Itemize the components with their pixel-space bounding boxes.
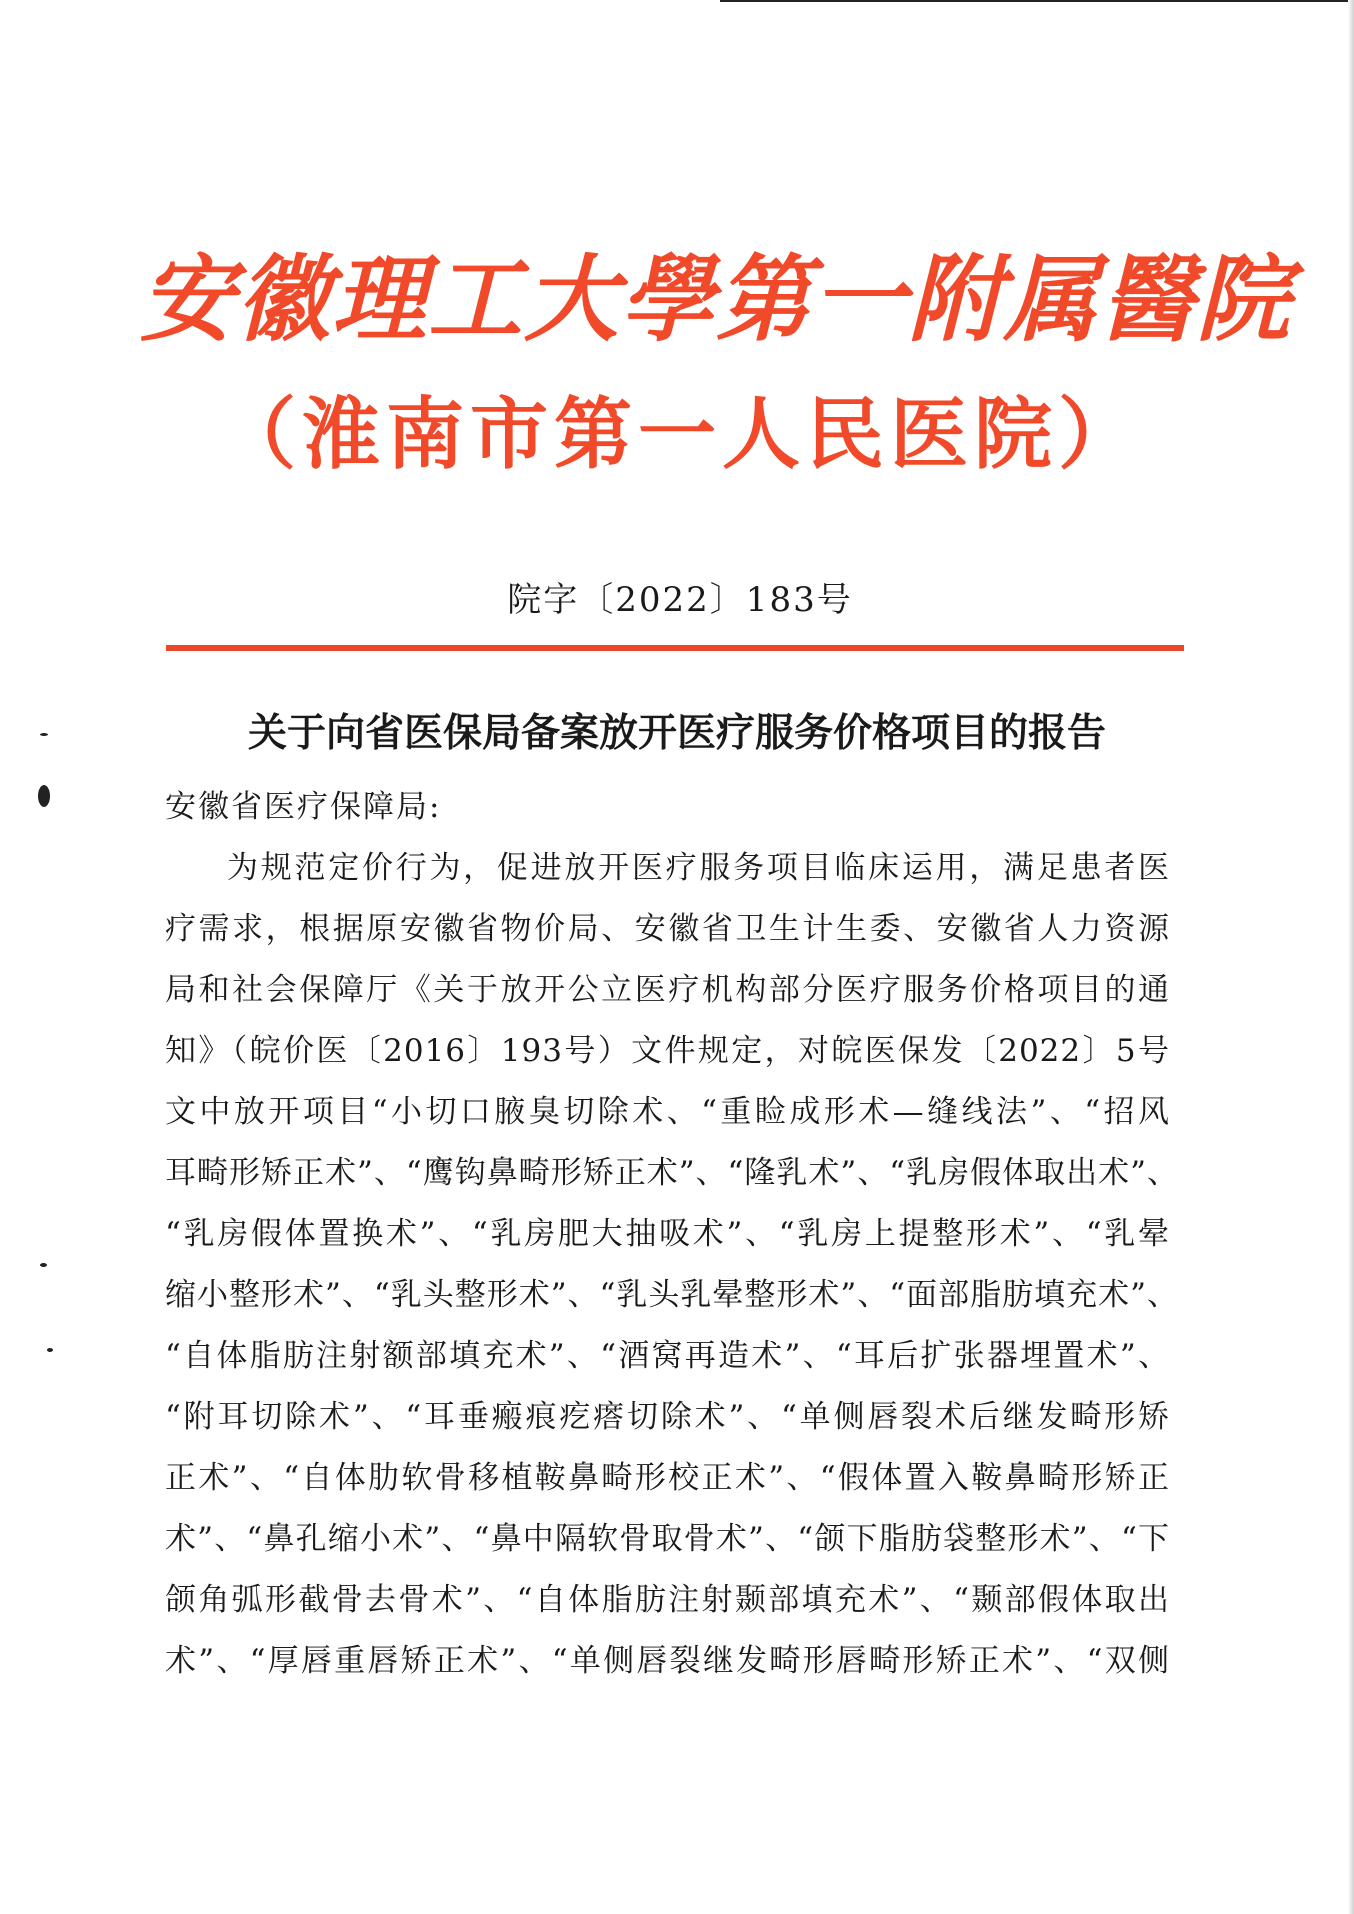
- hospital-name: 安徽理工大學第一附属醫院: [140, 245, 1293, 355]
- body-line: 术”、“鼻孔缩小术”、“鼻中隔软骨取骨术”、“颌下脂肪袋整形术”、“下: [165, 1521, 1170, 1557]
- body-line: 知》（皖价医〔2016〕193号）文件规定，对皖医保发〔2022〕5号: [165, 1033, 1170, 1069]
- scan-edge-shadow: [1348, 0, 1354, 1914]
- scan-speck: [40, 733, 48, 736]
- body-line: 缩小整形术”、“乳头整形术”、“乳头乳晕整形术”、“面部脂肪填充术”、: [165, 1277, 1179, 1313]
- document-title: 关于向省医保局备案放开医疗服务价格项目的报告: [247, 710, 1106, 756]
- body-line: 正术”、“自体肋软骨移植鞍鼻畸形校正术”、“假体置入鞍鼻畸形矫正: [165, 1460, 1170, 1496]
- body-line: 为规范定价行为，促进放开医疗服务项目临床运用，满足患者医: [227, 850, 1170, 886]
- scan-speck: [40, 1263, 47, 1267]
- red-divider: [166, 645, 1184, 651]
- body-line: “乳房假体置换术”、“乳房肥大抽吸术”、“乳房上提整形术”、“乳晕: [165, 1216, 1170, 1252]
- recipient: 安徽省医疗保障局:: [165, 789, 442, 825]
- body-line: “自体脂肪注射额部填充术”、“酒窝再造术”、“耳后扩张器埋置术”、: [165, 1338, 1170, 1374]
- body-line: 耳畸形矫正术”、“鹰钩鼻畸形矫正术”、“隆乳术”、“乳房假体取出术”、: [165, 1155, 1179, 1191]
- body-line: 术”、“厚唇重唇矫正术”、“单侧唇裂继发畸形唇畸形矫正术”、“双侧: [165, 1643, 1170, 1679]
- body-line: 颌角弧形截骨去骨术”、“自体脂肪注射颞部填充术”、“颞部假体取出: [165, 1582, 1170, 1618]
- scan-speck: [47, 1348, 53, 1352]
- body-line: “附耳切除术”、“耳垂瘢痕疙瘩切除术”、“单侧唇裂术后继发畸形矫: [165, 1399, 1170, 1435]
- hospital-subname: （淮南市第一人民医院）: [217, 390, 1142, 480]
- scan-speck: [38, 785, 50, 807]
- document-number: 院字〔2022〕183号: [507, 580, 853, 620]
- body-line: 疗需求，根据原安徽省物价局、安徽省卫生计生委、安徽省人力资源: [165, 911, 1170, 947]
- body-line: 局和社会保障厅《关于放开公立医疗机构部分医疗服务价格项目的通: [165, 972, 1170, 1008]
- body-line: 文中放开项目“小切口腋臭切除术、“重睑成形术—缝线法”、“招风: [165, 1094, 1170, 1130]
- scan-border-line: [720, 0, 1354, 2]
